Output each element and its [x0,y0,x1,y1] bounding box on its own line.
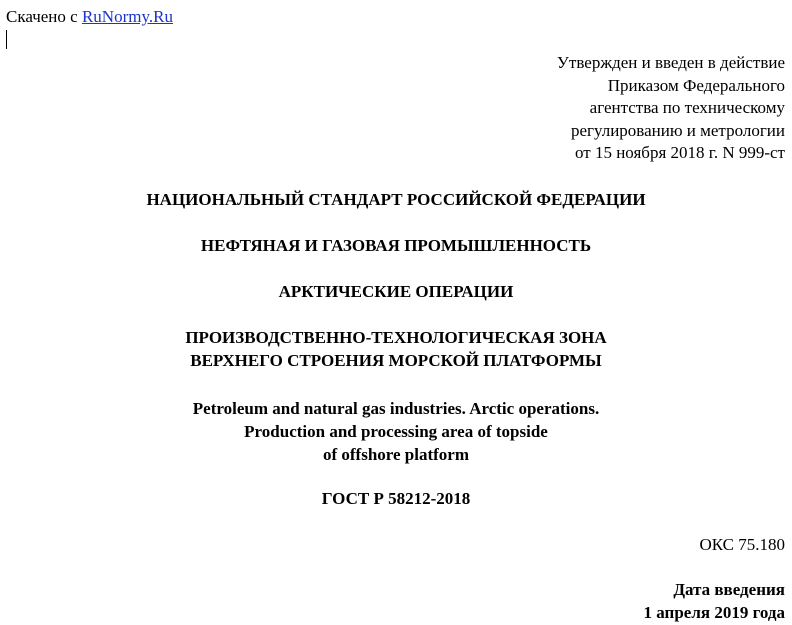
gost-number [0,487,792,510]
introduction-label: Дата введения [673,580,785,599]
source-link[interactable]: RuNormy.Ru [81,7,173,26]
approval-line: от 15 ноября 2018 г. N 999-ст [575,143,785,162]
oks-code [699,533,785,556]
approval-line: Утвержден и введен в действие [556,53,785,72]
source-line [6,6,173,27]
industry-title [0,234,792,257]
standard-title-text: НАЦИОНАЛЬНЫЙ СТАНДАРТ РОССИЙСКОЙ ФЕДЕРАЦИИ [146,190,646,209]
operations-title [0,280,792,303]
gost-number-text: ГОСТ Р 58212-2018 [321,489,471,508]
oks-code-text: ОКС 75.180 [699,535,785,554]
approval-line: агентства по техническому [589,98,785,117]
introduction-date-text: 1 апреля 2019 года [643,603,785,622]
text-cursor [6,30,7,49]
zone-title-line: ВЕРХНЕГО СТРОЕНИЯ МОРСКОЙ ПЛАТФОРМЫ [190,351,602,370]
industry-title-text: НЕФТЯНАЯ И ГАЗОВАЯ ПРОМЫШЛЕННОСТЬ [200,236,592,255]
english-title-line: of offshore platform [322,445,470,464]
source-prefix: Скачено с [6,7,82,26]
english-title-line: Production and processing area of topside [244,422,548,441]
zone-title-line: ПРОИЗВОДСТВЕННО-ТЕХНОЛОГИЧЕСКАЯ ЗОНА [185,328,607,347]
zone-title [0,326,792,372]
introduction-date [644,578,785,624]
english-title [0,397,792,466]
standard-title [0,188,792,211]
approval-line: Приказом Федерального [607,75,785,95]
english-title-line: Petroleum and natural gas industries. Arctic operations. [192,399,600,418]
approval-line: регулированию и метрологии [570,120,785,140]
operations-title-text: АРКТИЧЕСКИЕ ОПЕРАЦИИ [278,282,514,301]
approval-block [465,52,785,165]
